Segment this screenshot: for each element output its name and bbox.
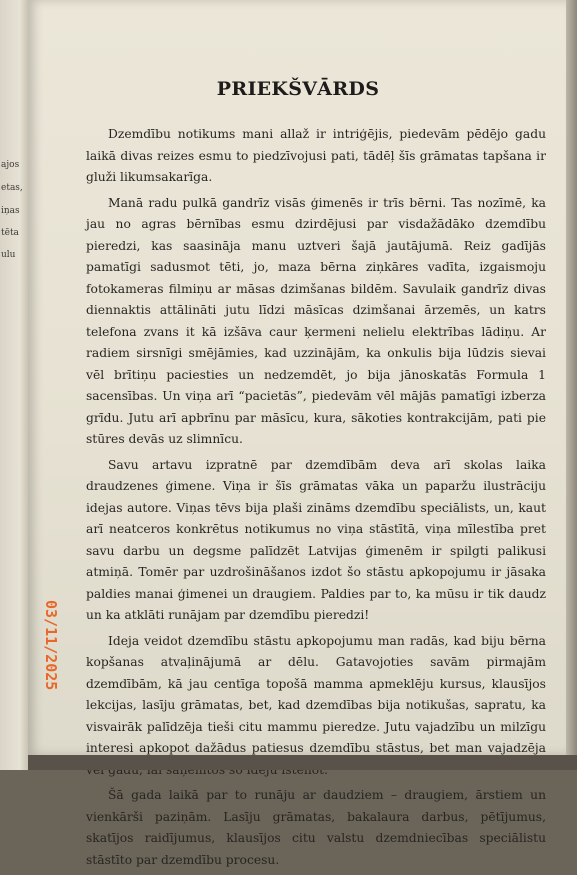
- date-stamp: [42, 600, 64, 715]
- date-stamp-text: 03/11/2025: [42, 600, 60, 691]
- page-edge: [566, 0, 577, 755]
- table-surface: [28, 755, 577, 770]
- left-page-text: tēta: [1, 228, 19, 238]
- left-page-edge: [0, 0, 28, 770]
- left-page-text: ajos: [1, 160, 20, 170]
- left-page-text: iņas: [1, 206, 20, 216]
- paragraph: Šā gada laikā par to runāju ar daudziem – draugiem, ārstiem un vienkārši paziņām. Lasīju grāmatas, bakalaura darbus, pētījumus, skatījos raidījumus, klausījos citu valstu dzemdniecības speciālistu stāstīto par dzemdību procesu.: [86, 788, 546, 867]
- page-title: PRIEKŠVĀRDS: [216, 78, 380, 100]
- left-page-text: ulu: [1, 250, 16, 260]
- paragraph: Dzemdību notikums mani allaž ir intriģējis, piedevām pēdējo gadu laikā divas reizes esmu to piedzīvojusi pati, tādēļ šīs grāmatas tapšana ir gluži likumsakarīga.: [86, 127, 546, 184]
- paragraph: Manā radu pulkā gandrīz visās ģimenēs ir trīs bērni. Tas nozīmē, ka jau no agras bērnības esmu dzirdējusi par visdažādāko dzemdību pieredzi, kas saasināja manu uztveri šajā jautājumā. Reiz gadījās pamatīgi sadusmot tēti, jo, maza bērna ziņkāres vadīta, izgaismoju fotokameras filmiņu ar māsas dzimšanas bildēm. Savulaik gandrīz divas diennaktis attālināti jutu līdzi māsīcas dzimšanai ārzemēs, un katrs telefona zvans it kā izšāva caur ķermeni nelielu elektrības lādiņu. Ar radiem sirsnīgi smējāmies, kad uzzinājām, ka onkulis bija lūdzis sievai vēl brītiņu paciesties un nedzemdēt, jo bija jānoskatās Formula 1 sacensības. Un viņa arī “pacietās”, piedevām vēl mājās pamatīgi izberza grīdu. Jutu arī apbrīnu par māsīcu, kura, sākoties kontrakcijām, pati pie stūres devās uz slimnīcu.: [86, 195, 546, 446]
- paragraph: Ideja veidot dzemdību stāstu apkopojumu man radās, kad biju bērna kopšanas atvaļinājumā ar dēlu. Gatavojoties savām pirmajām dzemdībām, kā jau centīga topošā mamma apmeklēju kursus, klausījos lekcijas, lasīju grāmatas, bet, kad dzemdības bija notikušas, sapratu, ka visvairāk palīdzēja tieši citu mammu pieredze. Jutu vajadzību un milzīgu interesi apkopot dažādus patiesus dzemdību stāstus, bet man vajadzēja: [86, 633, 546, 755]
- book-page: [28, 0, 568, 867]
- paragraph: Savu artavu izpratnē par dzemdībām deva arī skolas laika draudzenes ģimene. Viņa ir šīs grāmatas vāka un paparžu ilustrāciju idejas autore. Viņas tēvs bija plaši zināms dzemdību speciālists, un, kaut arī neatceros konkrētus notikumus no viņa stāstītā, viņa mīlestība pret savu darbu un degsme palīdzēt Latvijas ģimenēm ir spilgti palikusi atmiņā. Tomēr par uzdrošināšanos izdot šo stāstu apkopojumu ir jāsaka paldies manai ģimenei un draugiem. Paldies par to, ka mūsu ir tik daudz un ka atklāti runājam par dzemdību pieredzi!: [86, 457, 546, 622]
- left-page-text: etas,: [1, 183, 23, 193]
